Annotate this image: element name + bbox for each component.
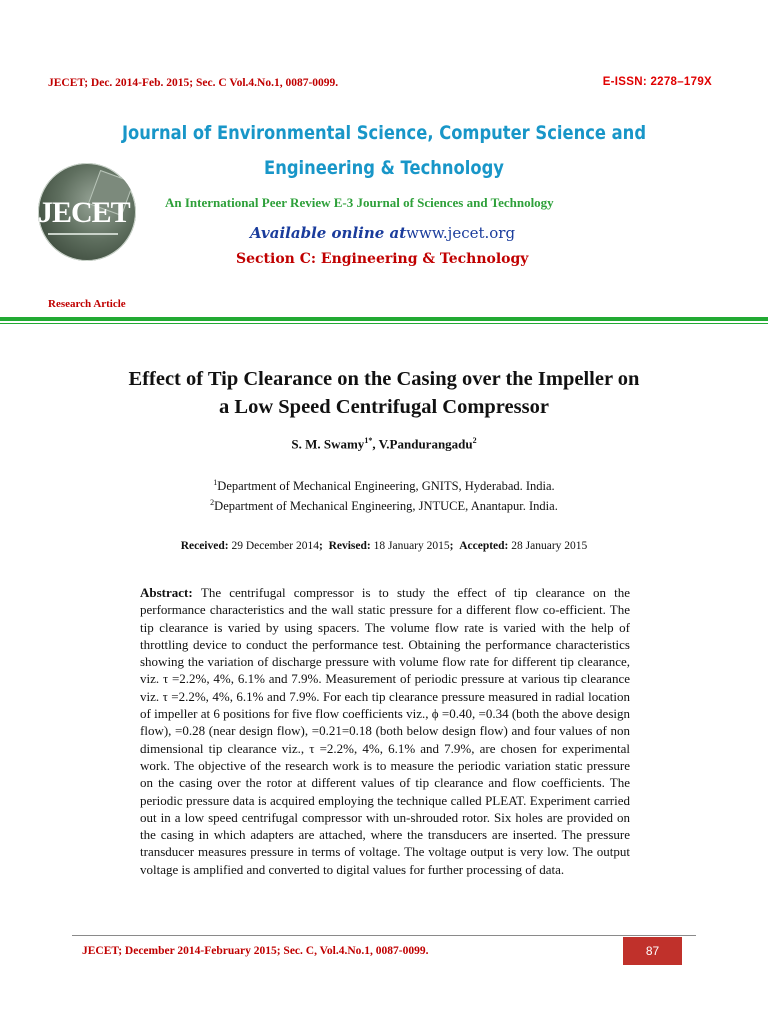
abstract xyxy=(140,584,630,878)
paper-title-line1: Effect of Tip Clearance on the Casing over the Impeller on xyxy=(128,368,640,390)
accepted-date: 28 January 2015 xyxy=(511,540,588,552)
author-1-affil-mark: 1* xyxy=(364,436,373,445)
affiliation-1-text: Department of Mechanical Engineering, GNITS, Hyderabad. India. xyxy=(217,479,555,494)
received-label: Received: xyxy=(180,540,229,552)
journal-section: Section C: Engineering & Technology xyxy=(236,251,529,267)
authors xyxy=(0,436,768,452)
received-date: 29 December 2014 xyxy=(231,540,319,552)
paper-title-line2: a Low Speed Centrifugal Compressor xyxy=(219,396,549,418)
available-prefix: Available online at xyxy=(250,224,407,242)
author-2-affil-mark: 2 xyxy=(472,436,477,445)
affiliation-1-mark: 1 xyxy=(213,478,218,487)
article-dates: Received: 29 December 2014; Revised: 18 January 2015; Accepted: 28 January 2015 xyxy=(180,540,588,552)
affiliation-2-mark: 2 xyxy=(210,498,215,507)
revised-label: Revised: xyxy=(328,540,371,552)
journal-tagline: An International Peer Review E-3 Journal of Sciences and Technology xyxy=(165,195,554,210)
author-2: V.Pandurangadu xyxy=(378,436,473,452)
footer-citation: JECET; December 2014-February 2015; Sec. C, Vol.4.No.1, 0087-0099. xyxy=(82,945,429,957)
logo-circuit-graphic xyxy=(48,233,118,235)
header-divider-thick xyxy=(0,317,768,321)
accepted-label: Accepted: xyxy=(459,540,509,552)
affiliation-2-text: Department of Mechanical Engineering, JNTUCE, Anantapur. India. xyxy=(214,499,558,514)
available-online xyxy=(250,224,515,242)
journal-title-line2: Engineering & Technology xyxy=(264,157,504,179)
affiliation-2 xyxy=(0,498,768,514)
affiliation-1 xyxy=(0,478,768,494)
revised-date: 18 January 2015 xyxy=(373,540,450,552)
journal-url-link[interactable]: www.jecet.org xyxy=(406,224,516,242)
paper-title xyxy=(60,365,708,421)
logo-text: JECET xyxy=(38,196,130,229)
header-citation: JECET; Dec. 2014-Feb. 2015; Sec. C Vol.4.No.1, 0087-0099. xyxy=(48,77,339,89)
abstract-label: Abstract: xyxy=(140,585,193,600)
footer-divider xyxy=(72,935,696,936)
author-separator: , xyxy=(372,436,379,452)
page-number: 87 xyxy=(623,937,682,965)
header-divider-thin xyxy=(0,323,768,324)
author-1: S. M. Swamy xyxy=(291,436,365,452)
header-issn: E-ISSN: 2278–179X xyxy=(602,76,712,88)
journal-title-line1: Journal of Environmental Science, Computer Science and xyxy=(121,122,647,144)
abstract-text: The centrifugal compressor is to study the effect of tip clearance on the performance characteristics and the wall static pressure for a different flow co-efficient. The tip clearance is varied by using spacers. The volume flow rate is varied with the help of throttling device to conduct the performance test. Obtaining the performance characteristics showing the variation of discharge pressure with volume flow rate for different tip clearance, viz. τ =2.2%, 4%, 6.1% and 7.9%. Measurement of periodic pressure at various tip clearance viz. τ =2.2%, 4%, 6.1% and 7.9%. For each tip clearance pressure measured in radial location of impeller at 6 positions for five flow coefficients viz., ϕ =0.40, =0.34 (both the above design flow), =0.28 (near design flow), =0.21=0.18 (both below design flow) and four values of non dimensional tip clearance viz., τ =2.2%, 4%, 6.1% and 7.9%, are chosen for experimental work. The objective of the research work is to measure the periodic variation static pressure on the casing over the rotor at different values of tip clearance and flow coefficients. The periodic pressure data is acquired employing the technique called PLEAT. Experiment carried out in a low speed centrifugal compressor with un-shrouded rotor. Six holes are provided on the casing in which adapters are attached, where the transducers are inserted. The pressure transducer measures pressure in terms of voltage. The voltage output is very low. The output voltage is amplified and converted to digital values for further processing of data. xyxy=(140,585,631,877)
article-type: Research Article xyxy=(48,298,126,310)
